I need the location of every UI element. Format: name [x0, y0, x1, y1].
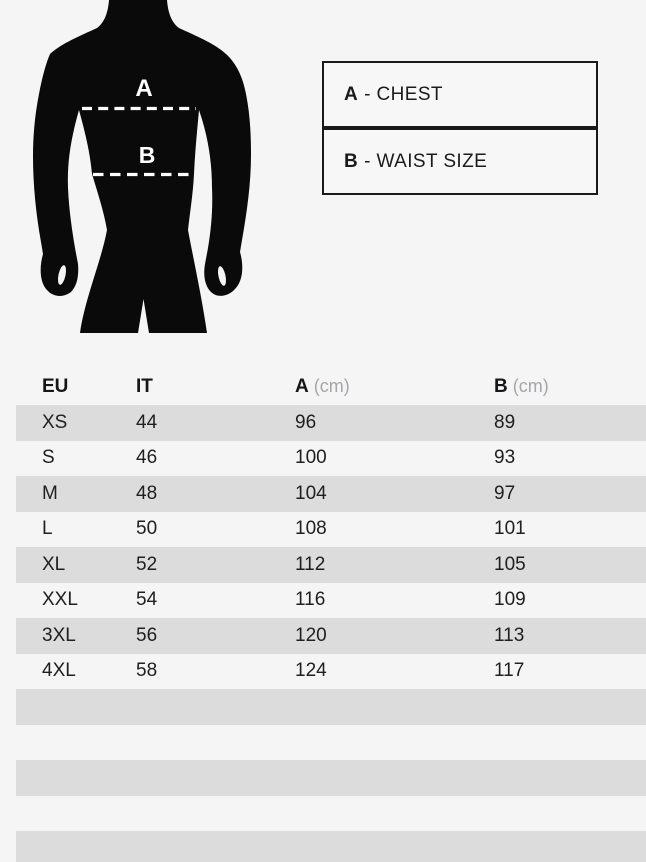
table-row-empty: [16, 831, 646, 862]
table-row-xxl: [16, 583, 646, 619]
column-header-a-cm: A (cm): [295, 375, 350, 397]
cell-it: 52: [136, 553, 158, 575]
size-table-body: [0, 405, 646, 862]
cell-it: 44: [136, 411, 158, 433]
cell-eu: S: [42, 447, 55, 469]
table-row-l: [16, 512, 646, 548]
cell-eu: 3XL: [42, 624, 76, 646]
table-row-3xl: [16, 618, 646, 654]
male-body-silhouette-diagram: [0, 0, 310, 340]
legend-label-waist: - WAIST SIZE: [364, 150, 488, 172]
cell-b: 93: [494, 447, 516, 469]
table-row-empty: [16, 760, 646, 796]
cell-b: 105: [494, 553, 526, 575]
cell-a: 108: [295, 518, 327, 540]
cell-b: 101: [494, 518, 526, 540]
column-header-it: IT: [136, 375, 153, 397]
size-table-header: [16, 368, 646, 405]
cell-b: 89: [494, 411, 516, 433]
table-row-empty: [16, 725, 646, 761]
column-header-eu: EU: [42, 375, 69, 397]
table-row-empty: [16, 796, 646, 832]
table-row-s: [16, 441, 646, 477]
measurement-legend: [322, 61, 598, 195]
legend-key-waist: B: [344, 150, 359, 172]
table-row-xl: [16, 547, 646, 583]
table-row-empty: [16, 689, 646, 725]
waist-marker-label: B: [138, 142, 156, 168]
cell-it: 48: [136, 482, 158, 504]
legend-item-waist: [322, 128, 598, 195]
legend-label-chest: - CHEST: [364, 83, 443, 105]
cell-eu: XS: [42, 411, 68, 433]
table-row-xs: [16, 405, 646, 441]
column-header-b-cm: B (cm): [494, 375, 549, 397]
cell-eu: XXL: [42, 589, 78, 611]
cell-b: 113: [494, 624, 525, 646]
cell-a: 116: [295, 589, 326, 611]
cell-it: 50: [136, 518, 158, 540]
size-table: [0, 368, 646, 862]
cell-it: 58: [136, 660, 158, 682]
table-row-m: [16, 476, 646, 512]
cell-a: 104: [295, 482, 327, 504]
cell-b: 97: [494, 482, 516, 504]
cell-eu: 4XL: [42, 660, 76, 682]
cell-b: 109: [494, 589, 526, 611]
cell-b: 117: [494, 660, 525, 682]
cell-it: 56: [136, 624, 158, 646]
legend-key-chest: A: [344, 83, 359, 105]
chest-marker-label: A: [135, 75, 153, 102]
cell-a: 112: [295, 553, 326, 575]
cell-it: 46: [136, 447, 158, 469]
cell-eu: L: [42, 518, 53, 540]
cell-eu: M: [42, 482, 58, 504]
cell-a: 96: [295, 411, 317, 433]
table-row-4xl: [16, 654, 646, 690]
cell-eu: XL: [42, 553, 66, 575]
cell-a: 124: [295, 660, 327, 682]
cell-it: 54: [136, 589, 158, 611]
cell-a: 120: [295, 624, 327, 646]
cell-a: 100: [295, 447, 327, 469]
legend-item-chest: [322, 61, 598, 128]
